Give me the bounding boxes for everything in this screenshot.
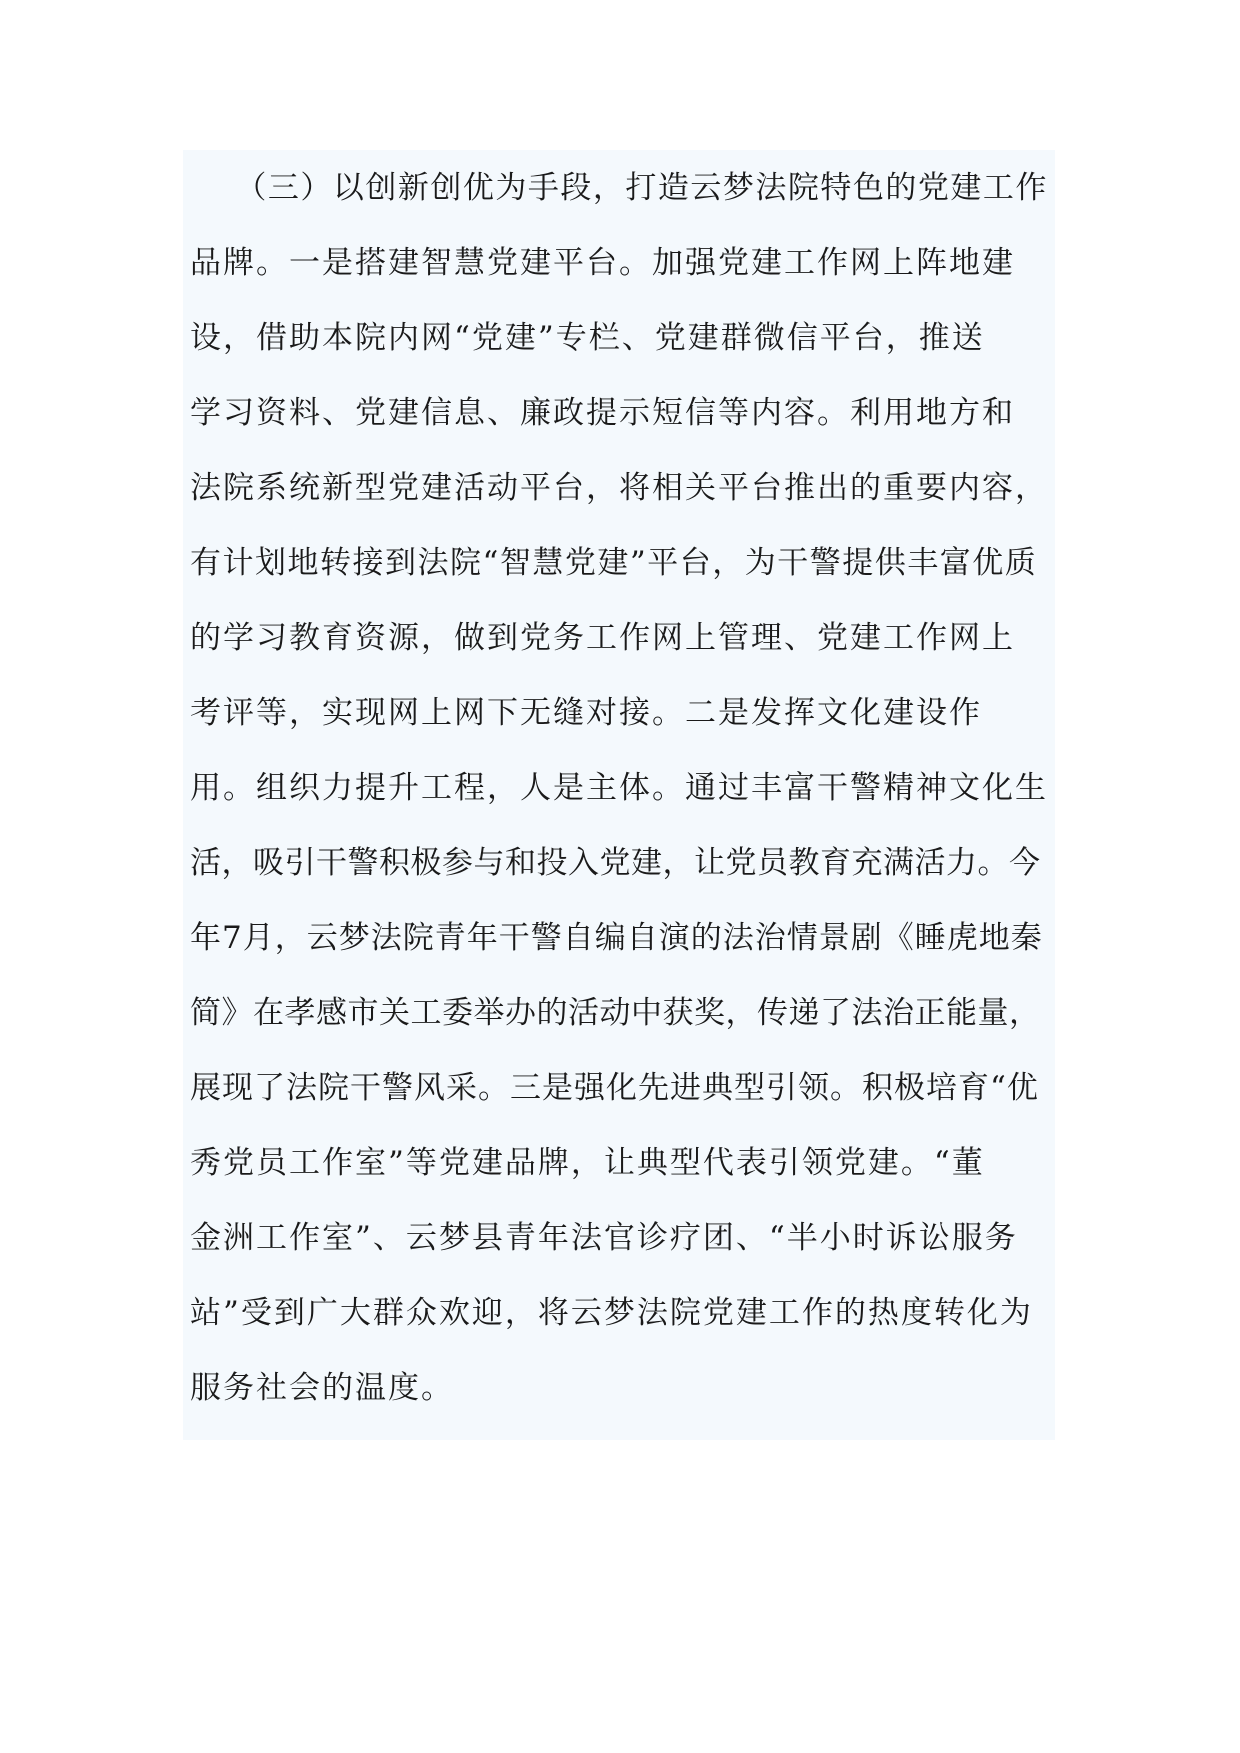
paragraph-line: 展现了法院干警风采。三是强化先进典型引领。积极培育“优 xyxy=(190,1070,1039,1106)
paragraph-line: 的学习教育资源，做到党务工作网上管理、党建工作网上 xyxy=(190,620,1015,656)
paragraph-block xyxy=(183,150,1055,1440)
paragraph-line: 活，吸引干警积极参与和投入党建，让党员教育充满活力。今 xyxy=(190,845,1041,881)
paragraph-line: 法院系统新型党建活动平台，将相关平台推出的重要内容， xyxy=(190,470,1048,506)
paragraph-line: 秀党员工作室”等党建品牌，让典型代表引领党建。“董 xyxy=(190,1145,985,1181)
paragraph-line: 简》在孝感市关工委举办的活动中获奖，传递了法治正能量， xyxy=(190,995,1041,1031)
paragraph-line: 服务社会的温度。 xyxy=(190,1370,454,1406)
paragraph-line: 有计划地转接到法院“智慧党建”平台，为干警提供丰富优质 xyxy=(190,545,1038,581)
paragraph-line: 金洲工作室”、云梦县青年法官诊疗团、“半小时诉讼服务 xyxy=(190,1220,1018,1256)
paragraph-line: （三）以创新创优为手段，打造云梦法院特色的党建工作 xyxy=(190,170,1048,206)
paragraph-line: 学习资料、党建信息、廉政提示短信等内容。利用地方和 xyxy=(190,395,1015,431)
paragraph-line: 用。组织力提升工程，人是主体。通过丰富干警精神文化生 xyxy=(190,770,1048,806)
paragraph-line: 站”受到广大群众欢迎，将云梦法院党建工作的热度转化为 xyxy=(190,1295,1033,1331)
paragraph-line: 品牌。一是搭建智慧党建平台。加强党建工作网上阵地建 xyxy=(190,245,1015,281)
paragraph-line: 年7月，云梦法院青年干警自编自演的法治情景剧《睡虎地秦 xyxy=(190,920,1043,956)
paragraph-line: 考评等，实现网上网下无缝对接。二是发挥文化建设作 xyxy=(190,695,982,731)
paragraph-line: 设，借助本院内网“党建”专栏、党建群微信平台，推送 xyxy=(190,320,985,356)
